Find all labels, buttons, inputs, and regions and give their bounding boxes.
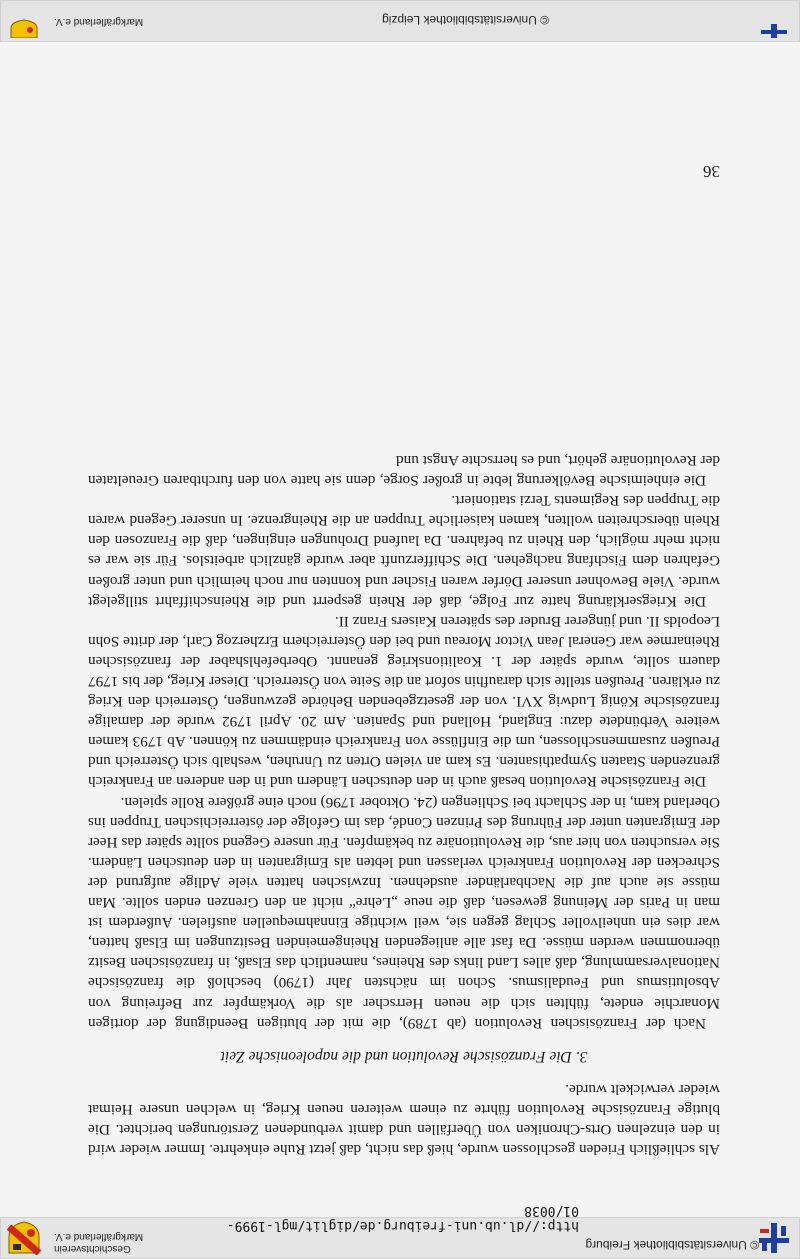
crest-icon <box>5 4 43 38</box>
ub-freiburg-logo <box>755 1221 793 1255</box>
association-name: Geschichtsverein Markgräflerland e.V. <box>54 1231 144 1254</box>
paragraph: Die Französische Revolution besaß auch in den deutschen Ländern und in den anderen an Frankreich grenzenden Staaten Sympathisanten. Es kam an vielen Orten zu Unruhen, weshalb sich Österreich und Preußen zusammenschlossen, um die Einflüsse von Frankreich eindämmen zu können. Ab 1793 kamen weitere Verbündete dazu: England, Holland und Spanien. Am 20. April 1792 wurde der damalige französische König Ludwig XVI. von der gesetzgebenden Behörde gezwungen, Österreich den Krieg zu erklären. Preußen stellte sich daraufhin sofort an die Seite von Österreich. Dieser Krieg, der bis 1797 dauern sollte, wurde später der 1. Koalitionskrieg genannt. Oberbefehlshaber der französischen Rheinarmee war General Jean Victor Moreau und bei den Österreichern Erzherzog Carl, der dritte Sohn Leopolds II. und jüngerer Bruder des späteren Kaisers Franz II. <box>88 612 720 791</box>
paragraph: Nach der Französischen Revolution (ab 1789), die mit der blutigen Beendigung der dortigen Monarchie endete, fühlten sich die neuen Herrscher als die Vorkämpfer zur Befreiung von Absolutismus und Feudalismus. Schon im nächsten Jahr (1790) beschloß die französische Nationalversammlung, daß alles Land links des Rheines, namentlich das Elsaß, in französischen Besitz übernommen werden müsse. Da fast alle anliegenden Rheingemeinden Besitzungen im Elsaß hatten, war dies ein unheilvoller Schlag gegen sie, weil wichtige Einnahmequellen ausfielen. Außerdem ist man in Paris der Meinung gewesen, daß die neue „Lehre“ nicht an den Grenzen enden sollte. Man müsse sie auch auf die Nachbarländer ausdehnen. Inzwischen hatten viele Adlige aufgrund der Schrecken der Revolution Frankreich verlassen und lebten als Emigranten in den deutschen Ländern. Sie versuchten von hier aus, die Revolutionäre zu bekämpfen. Für unsere Gegend sollte später das Heer der Emigranten unter der Führung des Prinzen Condé, das im Gefolge der österreichischen Truppen ins Oberland kam, in der Schlacht bei Schliengen (24. Oktober 1796) noch eine größere Rolle spielen. <box>88 793 720 1032</box>
footer-crest-logo <box>5 4 43 38</box>
ub-leipzig-logo <box>755 4 793 38</box>
section-heading: 3. Die Französische Revolution und die napoleonische Zeit <box>220 1047 588 1065</box>
footer-association: Markgräflerland e.V. <box>54 16 144 27</box>
ub-mark-icon <box>755 4 793 38</box>
paragraph: Die einheimische Bevölkerung lebte in großer Sorge, denn sie hatte von den furchtbaren Greueltaten der Revolutionäre gehört, und es herrschte Angst und <box>88 452 720 490</box>
header-bar <box>0 1203 800 1259</box>
header-credit <box>409 1238 759 1252</box>
association-crest-logo <box>5 1221 43 1255</box>
ub-mark-icon <box>755 1221 793 1255</box>
page-body-text <box>88 450 720 1159</box>
document-url[interactable]: http://dl.ub.uni-freiburg.de/diglit/mgl-1999-01/0038 <box>226 1203 579 1233</box>
crest-icon <box>5 1221 43 1255</box>
page-number: 36 <box>703 162 720 181</box>
paragraph: Als schließlich Frieden geschlossen wurde, hieß das nicht, daß jetzt Ruhe einkehrte. Immer wieder wird in den einzelnen Orts-Chroniken von Überfällen und damit verbundenen Zerstörungen berichtet. Die blutige Französische Revolution führte zu einem weiteren neuen Krieg, in welchen unsere Heimat wieder verwickelt wurde. <box>88 1080 720 1158</box>
footer-bar <box>0 0 800 42</box>
header-credit-line: © Universitätsbibliothek Freiburg <box>585 1238 759 1252</box>
paragraph: Die Kriegserklärung hatte zur Folge, daß der Rhein gesperrt und die Rheinschiffahrt stillgelegt wurde. Viele Bewohner unserer Dörfer waren Fischer und konnten nur noch heimlich und unter großen Gefahren dem Fischfang nachgehen. Die Schifferzunft aber wurde gänzlich arbeitslos. Für sie war es nicht mehr möglich, den Rhein zu befahren. Da laufend Drohungen eingingen, daß die Franzosen den Rhein überschreiten wollten, kamen kaiserliche Truppen an die Rheingrenze. In unserer Gegend waren die Truppen des Regiments Terzi stationiert. <box>88 492 720 610</box>
footer-credit: © Universitätsbibliothek Leipzig <box>382 13 549 27</box>
